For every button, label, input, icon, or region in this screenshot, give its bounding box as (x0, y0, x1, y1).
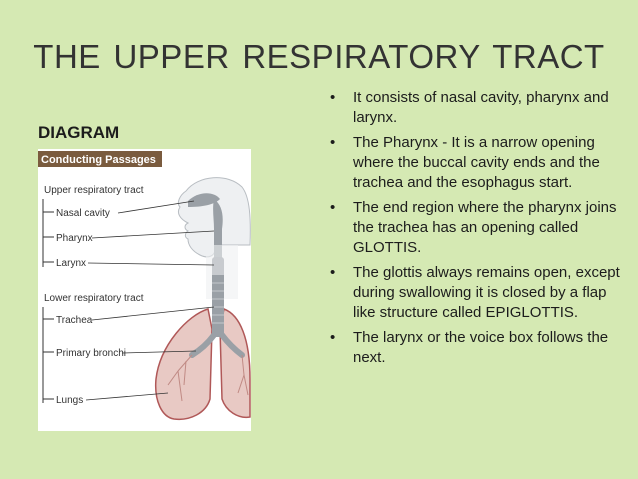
bullet-item: • The glottis always remains open, except during swallowing it is closed by a flap like structure called EPIGLOTTIS. (318, 263, 623, 323)
slide-title: THE UPPER RESPIRATORY TRACT (33, 38, 605, 75)
trachea-label: Trachea (56, 315, 93, 326)
trachea-shape (212, 275, 224, 337)
diagram-heading: DIAGRAM (38, 123, 120, 142)
right-lung (220, 309, 250, 417)
lower-tract-label: Lower respiratory tract (44, 293, 144, 304)
bullet-item: • The larynx or the voice box follows the next. (318, 328, 623, 368)
lungs-label: Lungs (56, 395, 84, 406)
upper-tract-label: Upper respiratory tract (44, 185, 144, 196)
bullet-item: • The end region where the pharynx joins the trachea has an opening called GLOTTIS. (318, 198, 623, 258)
larynx-label: Larynx (56, 258, 87, 269)
primary-bronchi-label: Primary bronchi (56, 348, 127, 359)
respiratory-diagram (38, 149, 251, 431)
bullet-list (318, 88, 623, 373)
bullet-item: • It consists of nasal cavity, pharynx and larynx. (318, 88, 623, 128)
nasal-cavity-label: Nasal cavity (56, 208, 110, 219)
figure-header: Conducting Passages (41, 154, 156, 166)
bullet-item: • The Pharynx - It is a narrow opening where the buccal cavity ends and the trachea and the esophagus start. (318, 133, 623, 193)
pharynx-label: Pharynx (56, 233, 93, 244)
